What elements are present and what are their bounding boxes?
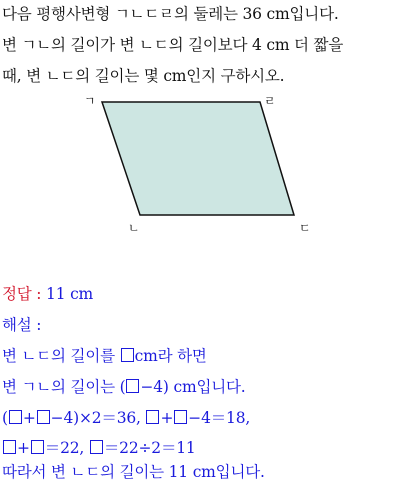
- solution-line-4: [2, 436, 196, 458]
- eq3-d: +: [160, 409, 174, 427]
- eq4-a: +: [17, 439, 30, 457]
- vertex-label-a: ㄱ: [84, 94, 96, 108]
- blank-box: [31, 440, 44, 454]
- eq3-b: +: [22, 409, 36, 427]
- solution-line-2-pre: 변 ㄱㄴ의 길이는 (: [2, 378, 126, 396]
- vertex-label-b: ㄴ: [128, 221, 140, 235]
- eq4-c: ＝22÷2＝11: [103, 439, 196, 457]
- eq3-c: −4)×2＝36,: [50, 409, 146, 427]
- eq3-e: −4＝18,: [188, 409, 251, 427]
- blank-box: [9, 410, 22, 424]
- solution-line-3: [2, 406, 250, 428]
- vertex-label-d: ㄹ: [264, 94, 276, 108]
- solution-line-1-pre: 변 ㄴㄷ의 길이를: [2, 347, 120, 365]
- blank-box: [126, 379, 139, 393]
- solution-line-2: [2, 375, 246, 397]
- problem-line-2: 변 ㄱㄴ의 길이가 변 ㄴㄷ의 길이보다 4 cm 더 짧을: [2, 36, 344, 54]
- blank-box: [37, 410, 50, 424]
- problem-line-1: 다음 평행사변형 ㄱㄴㄷㄹ의 둘레는 36 cm입니다.: [2, 5, 339, 23]
- solution-line-1-post: cm라 하면: [134, 347, 207, 365]
- parallelogram-shape: [102, 102, 294, 215]
- blank-box: [121, 348, 134, 362]
- answer-label: 정답 :: [2, 285, 42, 303]
- solution-line-2-post: −4) cm입니다.: [140, 378, 246, 396]
- solution-line-1: [2, 344, 207, 366]
- blank-box: [174, 410, 187, 424]
- problem-line-3: 때, 변 ㄴㄷ의 길이는 몇 cm인지 구하시오.: [2, 67, 285, 85]
- parallelogram-figure: [0, 90, 400, 240]
- blank-box: [146, 410, 159, 424]
- solution-line-5: 따라서 변 ㄴㄷ의 길이는 11 cm입니다.: [2, 463, 265, 481]
- eq4-b: ＝22,: [44, 439, 89, 457]
- answer-value: 11 cm: [46, 285, 94, 303]
- answer-line: [2, 282, 93, 304]
- blank-box: [90, 440, 103, 454]
- explanation-label: 해설 :: [2, 316, 42, 334]
- vertex-label-c: ㄷ: [299, 221, 311, 235]
- blank-box: [3, 440, 16, 454]
- eq3-a: (: [2, 409, 8, 427]
